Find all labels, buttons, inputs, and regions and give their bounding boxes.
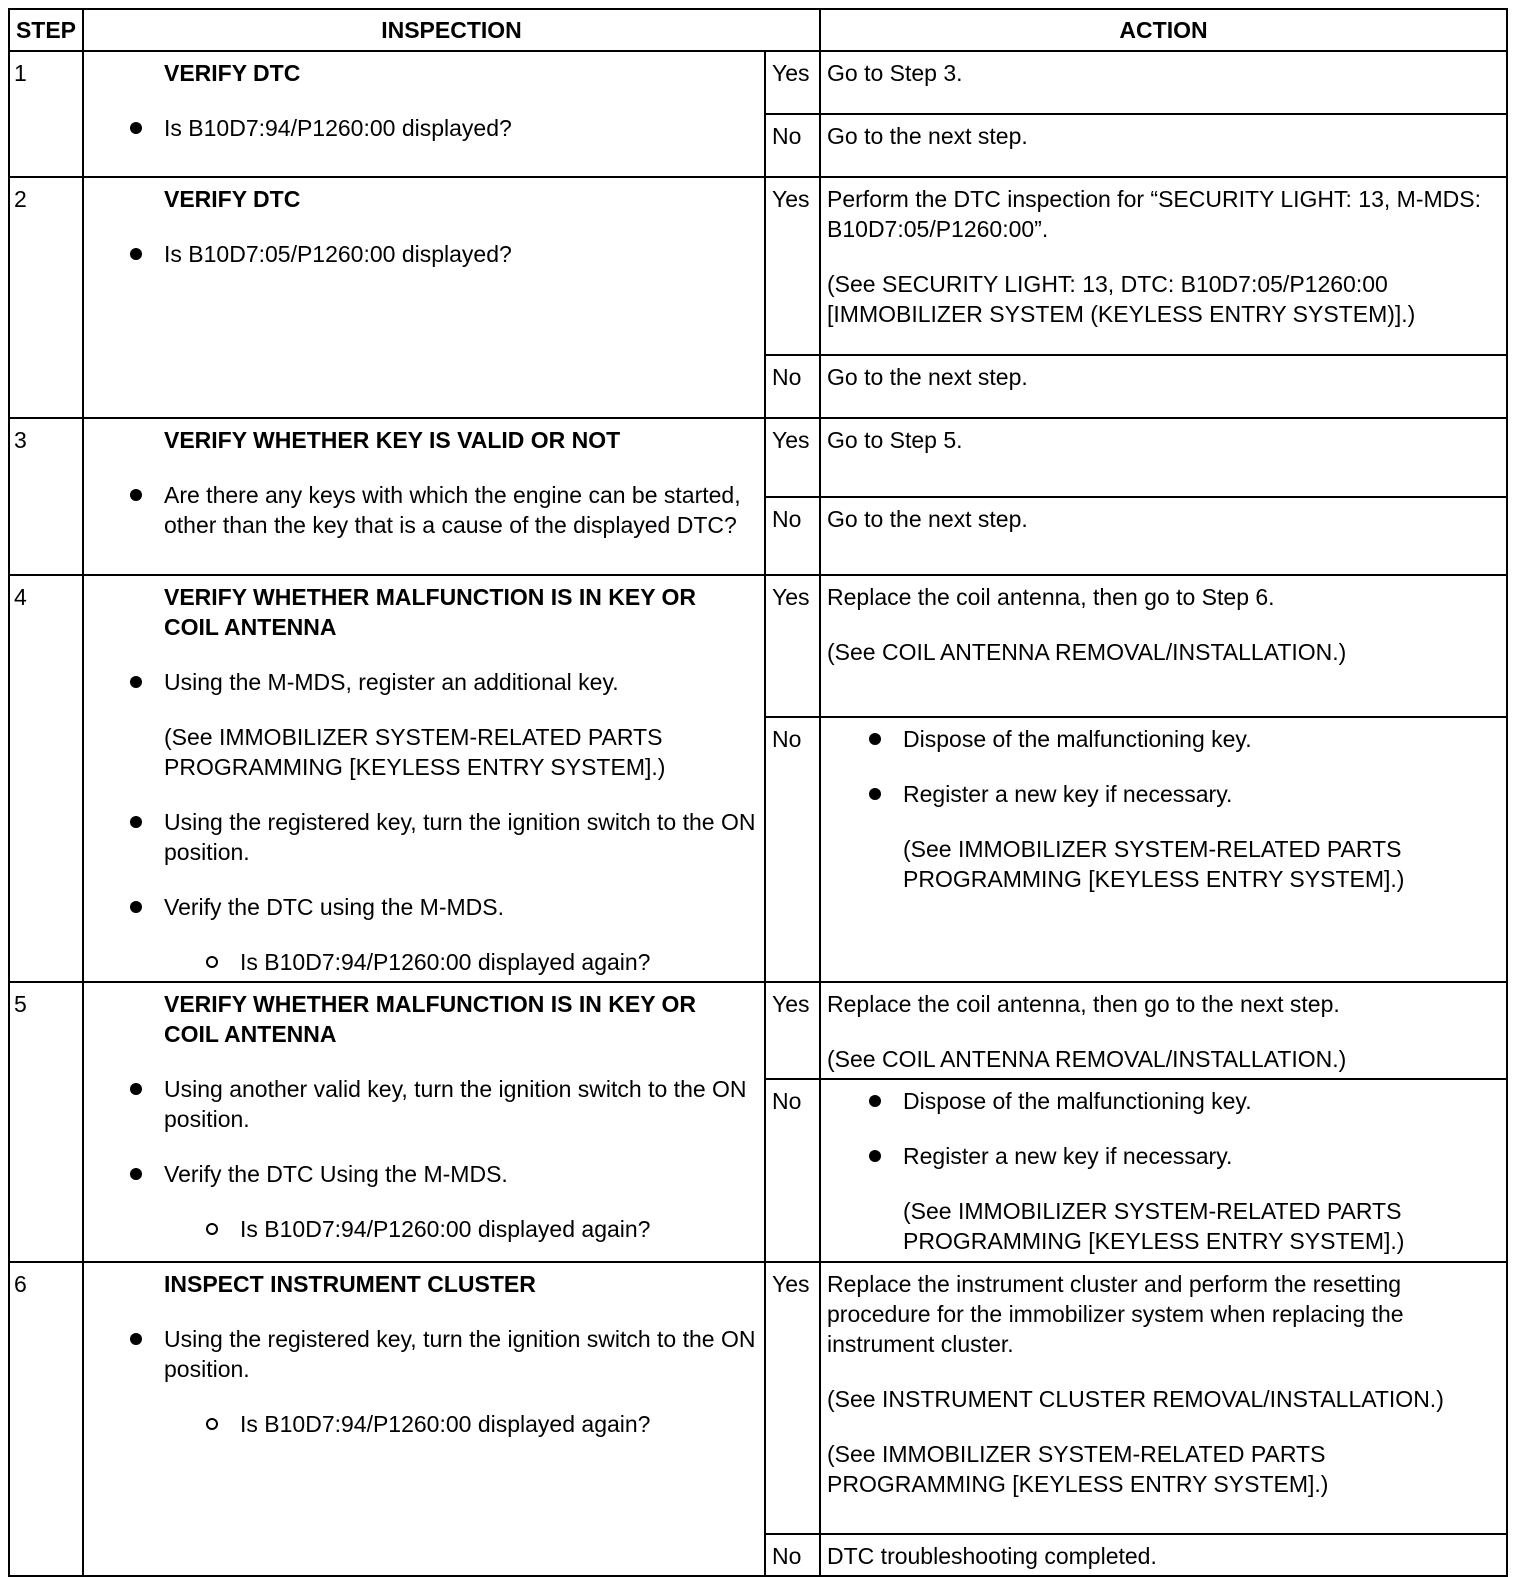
yes-action: Replace the instrument cluster and perform the resetting procedure for the immobilizer system when replacing the instrument cluster. (See INSTRUMENT CLUSTER REMOVAL/INSTALLATION.) (See IMMOBILIZER SYSTEM-RELATED PARTS PROGRAMMING [KEYLESS ENTRY SYSTEM].)	[820, 1262, 1507, 1534]
step-title: VERIFY DTC	[164, 186, 301, 212]
step-title: VERIFY WHETHER MALFUNCTION IS IN KEY OR COIL ANTENNA	[164, 584, 697, 640]
inspection-question: Is B10D7:94/P1260:00 displayed again?	[240, 1409, 756, 1439]
action-bullet: Register a new key if necessary.	[903, 1141, 1500, 1171]
step-number: 1	[9, 51, 83, 177]
reference-text: (See INSTRUMENT CLUSTER REMOVAL/INSTALLATION.)	[827, 1386, 1444, 1412]
no-action: Go to the next step.	[820, 114, 1507, 177]
step-title: VERIFY WHETHER MALFUNCTION IS IN KEY OR COIL ANTENNA	[164, 991, 697, 1047]
inspection-question: Is B10D7:94/P1260:00 displayed?	[164, 113, 756, 143]
inspection-bullet: Verify the DTC Using the M-MDS.	[164, 1159, 756, 1189]
yes-action: Go to Step 3.	[820, 51, 1507, 114]
step-6-row	[9, 1262, 1507, 1534]
step-number: 6	[9, 1262, 83, 1576]
reference-text: (See COIL ANTENNA REMOVAL/INSTALLATION.)	[827, 1046, 1347, 1072]
no-action	[820, 717, 1507, 982]
no-action: DTC troubleshooting completed.	[820, 1534, 1507, 1576]
step-title: VERIFY WHETHER KEY IS VALID OR NOT	[164, 427, 621, 453]
yes-label: Yes	[765, 177, 820, 355]
reference-text: (See IMMOBILIZER SYSTEM-RELATED PARTS PROGRAMMING [KEYLESS ENTRY SYSTEM].)	[903, 836, 1405, 892]
step-inspection	[83, 177, 765, 418]
step-inspection	[83, 51, 765, 177]
step-title: INSPECT INSTRUMENT CLUSTER	[164, 1271, 536, 1297]
reference-text: (See IMMOBILIZER SYSTEM-RELATED PARTS PROGRAMMING [KEYLESS ENTRY SYSTEM].)	[164, 724, 666, 780]
no-action: Go to the next step.	[820, 355, 1507, 418]
step-3-row	[9, 418, 1507, 497]
inspection-question: Are there any keys with which the engine can be started, other than the key that is a cause of the displayed DTC?	[164, 480, 756, 540]
header-row	[9, 9, 1507, 51]
yes-label: Yes	[765, 418, 820, 497]
no-label: No	[765, 1079, 820, 1262]
yes-action: Replace the coil antenna, then go to the next step. (See COIL ANTENNA REMOVAL/INSTALLATION.)	[820, 982, 1507, 1079]
header-action: ACTION	[820, 9, 1507, 51]
action-bullet: Register a new key if necessary.	[903, 779, 1500, 809]
yes-action: Perform the DTC inspection for “SECURITY LIGHT: 13, M-MDS: B10D7:05/P1260:00”. (See SECURITY LIGHT: 13, DTC: B10D7:05/P1260:00 [IMMOBILIZER SYSTEM (KEYLESS ENTRY SYSTEM)].)	[820, 177, 1507, 355]
step-4-row	[9, 575, 1507, 717]
inspection-question: Is B10D7:05/P1260:00 displayed?	[164, 239, 756, 269]
inspection-bullet: Using the registered key, turn the ignition switch to the ON position.	[164, 809, 756, 865]
step-inspection	[83, 982, 765, 1262]
troubleshooting-table	[8, 8, 1506, 1569]
inspection-question: Is B10D7:94/P1260:00 displayed again?	[240, 947, 756, 977]
no-label: No	[765, 497, 820, 575]
step-number: 3	[9, 418, 83, 575]
header-step: STEP	[9, 9, 83, 51]
step-1-row	[9, 51, 1507, 114]
inspection-bullet: Verify the DTC using the M-MDS.	[164, 892, 756, 922]
action-bullet: Dispose of the malfunctioning key.	[903, 724, 1500, 754]
step-number: 5	[9, 982, 83, 1262]
yes-action: Replace the coil antenna, then go to Step 6. (See COIL ANTENNA REMOVAL/INSTALLATION.)	[820, 575, 1507, 717]
inspection-bullet: Using another valid key, turn the ignition switch to the ON position.	[164, 1074, 756, 1134]
reference-text: (See SECURITY LIGHT: 13, DTC: B10D7:05/P1260:00 [IMMOBILIZER SYSTEM (KEYLESS ENTRY SYSTEM)].)	[827, 271, 1416, 327]
inspection-question: Is B10D7:94/P1260:00 displayed again?	[240, 1214, 756, 1244]
step-title: VERIFY DTC	[164, 60, 301, 86]
yes-label: Yes	[765, 1262, 820, 1534]
step-inspection	[83, 418, 765, 575]
no-action	[820, 1079, 1507, 1262]
reference-text: (See COIL ANTENNA REMOVAL/INSTALLATION.)	[827, 639, 1347, 665]
no-label: No	[765, 355, 820, 418]
yes-label: Yes	[765, 575, 820, 717]
yes-label: Yes	[765, 51, 820, 114]
step-5-row	[9, 982, 1507, 1079]
yes-label: Yes	[765, 982, 820, 1079]
no-label: No	[765, 1534, 820, 1576]
no-label: No	[765, 717, 820, 982]
step-inspection	[83, 575, 765, 982]
reference-text: (See IMMOBILIZER SYSTEM-RELATED PARTS PROGRAMMING [KEYLESS ENTRY SYSTEM].)	[827, 1441, 1329, 1497]
reference-text: (See IMMOBILIZER SYSTEM-RELATED PARTS PROGRAMMING [KEYLESS ENTRY SYSTEM].)	[903, 1198, 1405, 1254]
step-2-row	[9, 177, 1507, 355]
step-number: 2	[9, 177, 83, 418]
step-number: 4	[9, 575, 83, 982]
yes-action: Go to Step 5.	[820, 418, 1507, 497]
step-inspection	[83, 1262, 765, 1576]
no-action: Go to the next step.	[820, 497, 1507, 575]
action-bullet: Dispose of the malfunctioning key.	[903, 1086, 1500, 1116]
no-label: No	[765, 114, 820, 177]
inspection-bullet: Using the M-MDS, register an additional key.	[164, 667, 756, 697]
header-inspection: INSPECTION	[83, 9, 820, 51]
inspection-bullet: Using the registered key, turn the ignition switch to the ON position.	[164, 1326, 756, 1382]
